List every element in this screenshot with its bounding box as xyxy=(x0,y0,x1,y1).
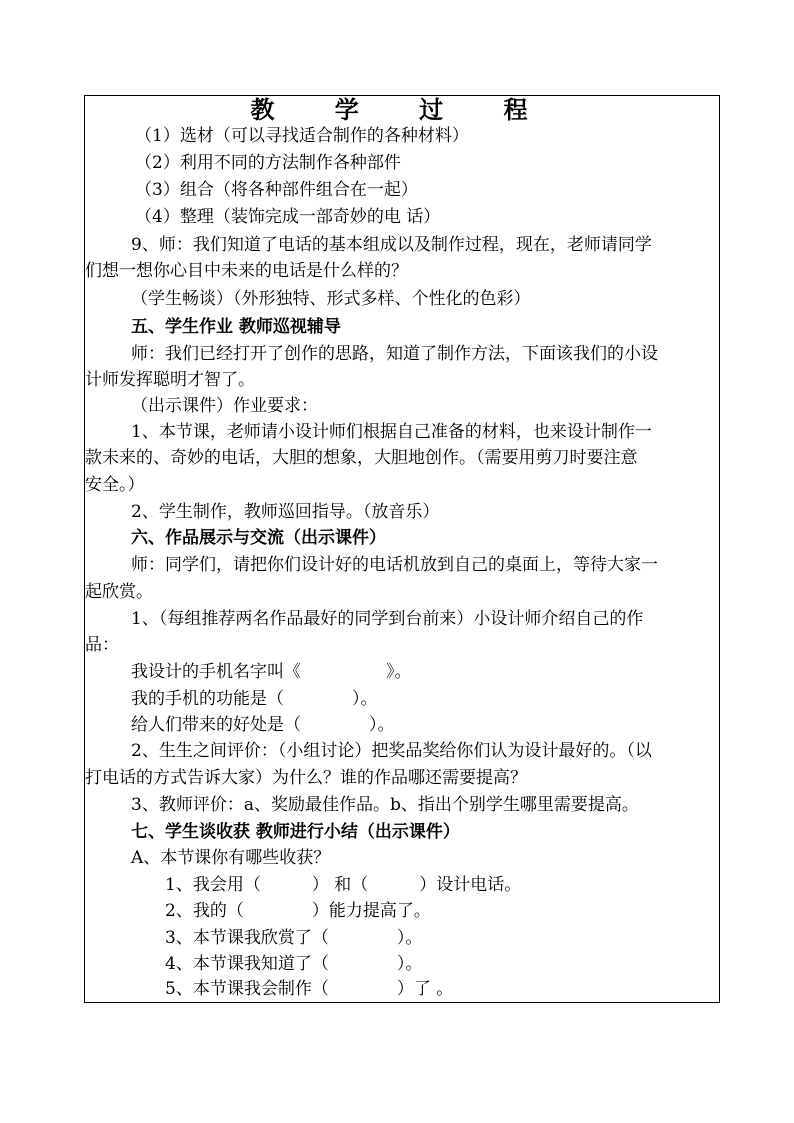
fill-in-line: 3、本节课我欣赏了（ ）。 xyxy=(165,928,423,948)
fill-in-line: 5、本节课我会制作（ ）了 。 xyxy=(165,979,454,999)
paragraph-line: 师：我们已经打开了创作的思路，知道了制作方法，下面该我们的小设 xyxy=(131,344,658,364)
section-heading: 七、学生谈收获 教师进行小结（出示课件） xyxy=(131,822,460,842)
paragraph-line: 起欣赏。 xyxy=(85,582,153,602)
paragraph-line: （出示课件）作业要求： xyxy=(131,396,318,416)
paragraph-line: 2、生生之间评价：（小组讨论）把奖品奖给你们认为设计最好的。（以 xyxy=(131,741,652,761)
paragraph-line: 们想一想你心目中未来的电话是什么样的？ xyxy=(85,261,408,281)
paragraph-line: 安全。） xyxy=(85,475,145,495)
paragraph-line: A、本节课你有哪些收获？ xyxy=(131,848,331,868)
paragraph-line: 9、师：我们知道了电话的基本组成以及制作过程，现在，老师请同学 xyxy=(131,235,652,255)
fill-in-line: 我设计的手机名字叫《 》。 xyxy=(131,662,412,682)
paragraph-line: 1、（每组推荐两名作品最好的同学到台前来）小设计师介绍自己的作 xyxy=(131,609,644,629)
section-heading: 六、作品展示与交流（出示课件） xyxy=(131,528,386,548)
fill-in-line: 4、本节课我知道了（ ）。 xyxy=(165,954,423,974)
fill-in-line: 我的手机的功能是（ ）。 xyxy=(131,689,378,709)
step-make-parts: （2）利用不同的方法制作各种部件 xyxy=(135,153,401,173)
lesson-process-table xyxy=(84,95,720,1003)
fill-in-line: 给人们带来的好处是（ ）。 xyxy=(131,715,395,735)
page-title: 教 学 过 程 xyxy=(250,95,554,124)
paragraph-line: （学生畅谈）（外形独特、形式多样、个性化的色彩） xyxy=(131,289,531,309)
paragraph-line: 品： xyxy=(85,635,119,655)
step-select-material: （1）选材（可以寻找适合制作的各种材料） xyxy=(135,126,469,146)
step-finish: （4）整理（装饰完成一部奇妙的电 话） xyxy=(135,207,441,227)
paragraph-line: 1、本节课，老师请小设计师们根据自己准备的材料，也来设计制作一 xyxy=(131,422,652,442)
section-heading: 五、学生作业 教师巡视辅导 xyxy=(131,317,341,337)
paragraph-line: 款未来的、奇妙的电话，大胆的想象，大胆地创作。（需要用剪刀时要注意 xyxy=(85,448,638,468)
paragraph-line: 师：同学们，请把你们设计好的电话机放到自己的桌面上，等待大家一 xyxy=(131,555,658,575)
step-assemble: （3）组合（将各种部件组合在一起） xyxy=(135,180,418,200)
fill-in-line: 1、我会用（ ） 和（ ）设计电话。 xyxy=(165,875,522,895)
paragraph-line: 计师发挥聪明才智了。 xyxy=(85,370,255,390)
paragraph-line: 2、学生制作，教师巡回指导。（放音乐） xyxy=(131,502,440,522)
fill-in-line: 2、我的（ ）能力提高了。 xyxy=(165,901,431,921)
paragraph-line: 打电话的方式告诉大家）为什么？谁的作品哪还需要提高？ xyxy=(85,768,527,788)
paragraph-line: 3、教师评价：a、奖励最佳作品。b、指出个别学生哪里需要提高。 xyxy=(131,795,639,815)
